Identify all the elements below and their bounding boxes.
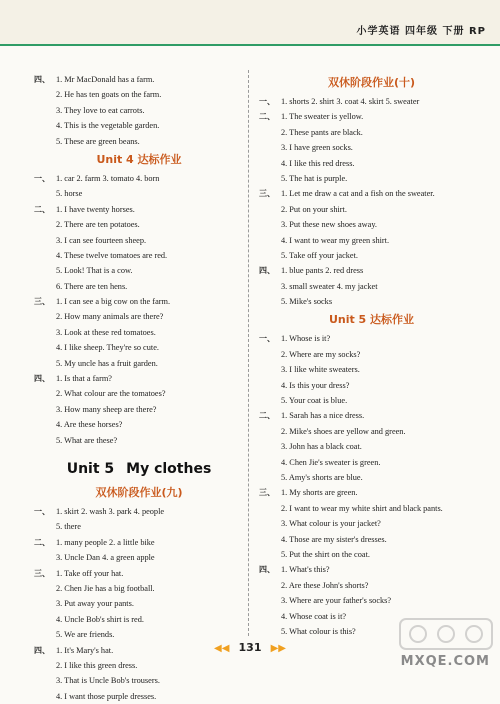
answer-line — [34, 217, 244, 232]
answer-line — [259, 156, 484, 171]
answer-line — [259, 94, 484, 109]
answer-line — [34, 263, 244, 278]
answer-text: 2. These pants are black. — [281, 127, 363, 137]
unit-number: Unit 5 — [66, 460, 115, 477]
answer-text: 5. Amy's shorts are blue. — [281, 472, 363, 482]
answer-line — [259, 562, 484, 577]
question-number: 二、 — [259, 411, 275, 421]
prev-arrow-icon: ◀◀ — [214, 643, 230, 654]
answer-line — [259, 186, 484, 201]
answer-line — [34, 202, 244, 217]
answer-line — [259, 516, 484, 531]
question-number: 四、 — [259, 266, 275, 276]
answer-text: 4. Those are my sister's dresses. — [281, 534, 387, 544]
answer-text: 5. We are friends. — [56, 630, 115, 640]
question-number: 三、 — [259, 488, 275, 498]
answer-text: 4. I like this red dress. — [281, 158, 355, 168]
answer-line — [259, 217, 484, 232]
answer-line — [34, 294, 244, 309]
left-column — [34, 72, 244, 704]
answer-line — [259, 408, 484, 423]
section-heading: Unit 4 达标作业 — [96, 152, 182, 166]
answer-line — [34, 612, 244, 627]
answer-line — [259, 393, 484, 408]
answer-line — [34, 103, 244, 118]
answer-line — [259, 547, 484, 562]
right-column — [259, 72, 484, 639]
answer-text: 5. Put the shirt on the coat. — [281, 549, 370, 559]
answer-text: 2. I like this green dress. — [56, 660, 138, 670]
answer-line — [34, 171, 244, 186]
answer-text: 3. I have green socks. — [281, 143, 353, 153]
answer-text: 3. That is Uncle Bob's trousers. — [56, 676, 160, 686]
answer-text: 4. Chen Jie's sweater is green. — [281, 457, 381, 467]
answer-line — [34, 72, 244, 87]
answer-text: 2. What colour are the tomatoes? — [56, 389, 166, 399]
answer-text: 2. Chen Jie has a big football. — [56, 583, 155, 593]
page-number: 131 — [238, 641, 262, 654]
answer-text: 2. Where are my socks? — [281, 349, 361, 359]
question-number: 四、 — [34, 374, 50, 384]
column-divider — [248, 70, 249, 636]
answer-line — [34, 673, 244, 688]
answer-line — [259, 532, 484, 547]
answer-line — [34, 233, 244, 248]
answer-line — [34, 134, 244, 149]
answer-line — [259, 378, 484, 393]
answer-text: 4. Uncle Bob's shirt is red. — [56, 614, 144, 624]
section-heading: 双休阶段作业(十) — [327, 76, 416, 89]
answer-text: 5. Look! That is a cow. — [56, 266, 133, 276]
answer-line — [34, 402, 244, 417]
answer-line — [34, 186, 244, 201]
answer-text: 3. Where are your father's socks? — [281, 596, 392, 606]
answer-text: 1. What's this? — [281, 565, 330, 575]
question-number: 四、 — [259, 565, 275, 575]
answer-text: 5. These are green beans. — [56, 136, 140, 146]
answer-text: 1. blue pants 2. red dress — [281, 266, 364, 276]
watermark-domain: MXQE.COM — [400, 654, 490, 669]
answer-line — [34, 519, 244, 534]
answer-line — [34, 371, 244, 386]
answer-text: 3. How many sheep are there? — [56, 404, 157, 414]
answer-text: 4. Are these horses? — [56, 420, 123, 430]
answer-text: 5. What are these? — [56, 435, 118, 445]
question-number: 一、 — [34, 506, 50, 516]
answer-line — [259, 294, 484, 309]
answer-text: 5. The hat is purple. — [281, 173, 348, 183]
answer-text: 1. The sweater is yellow. — [281, 112, 364, 122]
answer-text: 5. Take off your jacket. — [281, 250, 358, 260]
answer-line — [34, 325, 244, 340]
answer-text: 2. How many animals are there? — [56, 312, 164, 322]
answer-line — [259, 233, 484, 248]
question-number: 一、 — [34, 173, 50, 183]
answer-line — [259, 279, 484, 294]
page-header — [0, 0, 500, 46]
answer-text: 5. there — [56, 522, 81, 532]
answer-line — [259, 347, 484, 362]
unit-name: My clothes — [126, 460, 212, 477]
answer-text: 1. Let me draw a cat and a fish on the sweater. — [281, 189, 435, 199]
answer-text: 1. skirt 2. wash 3. park 4. people — [56, 506, 165, 516]
answer-text: 5. Your coat is blue. — [281, 396, 348, 406]
answer-line — [34, 504, 244, 519]
answer-text: 5. horse — [56, 189, 83, 199]
answer-line — [259, 470, 484, 485]
answer-line — [259, 485, 484, 500]
answer-text: 2. There are ten potatoes. — [56, 220, 140, 230]
question-number: 三、 — [259, 189, 275, 199]
answer-line — [259, 439, 484, 454]
answer-line — [259, 362, 484, 377]
answer-line — [34, 433, 244, 448]
answer-text: 2. I want to wear my white shirt and black pants. — [281, 503, 443, 513]
question-number: 一、 — [259, 334, 275, 344]
answer-text: 3. small sweater 4. my jacket — [281, 281, 378, 291]
answer-text: 3. Look at these red tomatoes. — [56, 327, 156, 337]
question-number: 二、 — [259, 112, 275, 122]
answer-line — [259, 424, 484, 439]
answer-text: 1. many people 2. a little bike — [56, 537, 155, 547]
answer-line — [34, 340, 244, 355]
answer-text: 1. Whose is it? — [281, 334, 331, 344]
answer-line — [34, 118, 244, 133]
answer-text: 1. I can see a big cow on the farm. — [56, 297, 171, 307]
answer-line — [34, 550, 244, 565]
answer-text: 2. He has ten goats on the farm. — [56, 90, 162, 100]
question-number: 二、 — [34, 537, 50, 547]
answer-text: 3. I can see fourteen sheep. — [56, 235, 147, 245]
answer-line — [34, 248, 244, 263]
answer-line — [34, 535, 244, 550]
answer-line — [259, 109, 484, 124]
answer-line — [259, 501, 484, 516]
answer-text: 4. I like sheep. They're so cute. — [56, 343, 159, 353]
answer-text: 1. Mr MacDonald has a farm. — [56, 75, 155, 84]
question-number: 三、 — [34, 568, 50, 578]
answer-line — [34, 566, 244, 581]
answer-line — [259, 140, 484, 155]
answer-text: 4. Whose coat is it? — [281, 611, 347, 621]
question-number: 二、 — [34, 204, 50, 214]
answer-text: 4. These twelve tomatoes are red. — [56, 250, 168, 260]
answer-text: 2. Are these John's shorts? — [281, 580, 369, 590]
answer-text: 3. Uncle Dan 4. a green apple — [56, 553, 155, 563]
question-number: 一、 — [259, 97, 275, 106]
answer-line — [34, 309, 244, 324]
answer-text: 1. Is that a farm? — [56, 374, 112, 384]
answer-text: 3. Put away your pants. — [56, 599, 134, 609]
answer-text: 1. It's Mary's hat. — [56, 645, 114, 655]
answer-text: 5. Mike's socks — [281, 297, 333, 307]
answer-text: 1. car 2. farm 3. tomato 4. born — [56, 173, 160, 183]
answer-line — [259, 593, 484, 608]
answer-text: 1. Take off your hat. — [56, 568, 124, 578]
answer-text: 4. This is the vegetable garden. — [56, 121, 160, 131]
section-heading: 双休阶段作业(九) — [95, 485, 183, 499]
answer-text: 4. I want those purple dresses. — [56, 691, 157, 701]
answer-line — [259, 202, 484, 217]
section-heading: Unit 5 达标作业 — [328, 313, 415, 327]
header-title: 小学英语 四年级 下册 RP — [356, 26, 486, 37]
answer-text: 3. John has a black coat. — [281, 442, 362, 452]
next-arrow-icon: ▶▶ — [270, 643, 286, 654]
answer-text: 6. There are ten hens. — [56, 281, 128, 291]
answer-text: 3. What colour is your jacket? — [281, 519, 381, 529]
answer-line — [259, 578, 484, 593]
answer-text: 3. Put these new shoes away. — [281, 220, 378, 230]
answer-text: 2. Put on your shirt. — [281, 204, 347, 214]
answer-line — [34, 417, 244, 432]
answer-line — [259, 263, 484, 278]
answer-line — [259, 455, 484, 470]
header-rule — [0, 44, 500, 46]
answer-line — [34, 581, 244, 596]
answer-line — [34, 356, 244, 371]
answer-text: 1. I have twenty horses. — [56, 204, 135, 214]
question-number: 四、 — [34, 75, 50, 84]
question-number: 三、 — [34, 297, 50, 307]
answer-line — [34, 689, 244, 704]
answer-text: 3. They love to eat carrots. — [56, 105, 145, 115]
answer-line — [259, 125, 484, 140]
answer-line — [259, 171, 484, 186]
answer-text: 4. Is this your dress? — [281, 380, 350, 390]
answer-line — [259, 248, 484, 263]
answer-line — [34, 87, 244, 102]
answer-text: 1. My shorts are green. — [281, 488, 358, 498]
answer-line — [34, 386, 244, 401]
answer-line — [34, 596, 244, 611]
question-number: 四、 — [34, 645, 50, 655]
answer-text: 1. Sarah has a nice dress. — [281, 411, 365, 421]
answer-text: 1. shorts 2. shirt 3. coat 4. skirt 5. sweater — [281, 97, 420, 106]
answer-line — [259, 331, 484, 346]
unit-title — [34, 456, 244, 482]
answer-text: 3. I like white sweaters. — [281, 365, 360, 375]
answer-text: 4. I want to wear my green shirt. — [281, 235, 390, 245]
answer-line — [34, 279, 244, 294]
answer-text: 5. My uncle has a fruit garden. — [56, 358, 158, 368]
answer-text: 2. Mike's shoes are yellow and green. — [281, 426, 406, 436]
answer-text: 5. What colour is this? — [281, 626, 356, 636]
answer-line — [34, 658, 244, 673]
